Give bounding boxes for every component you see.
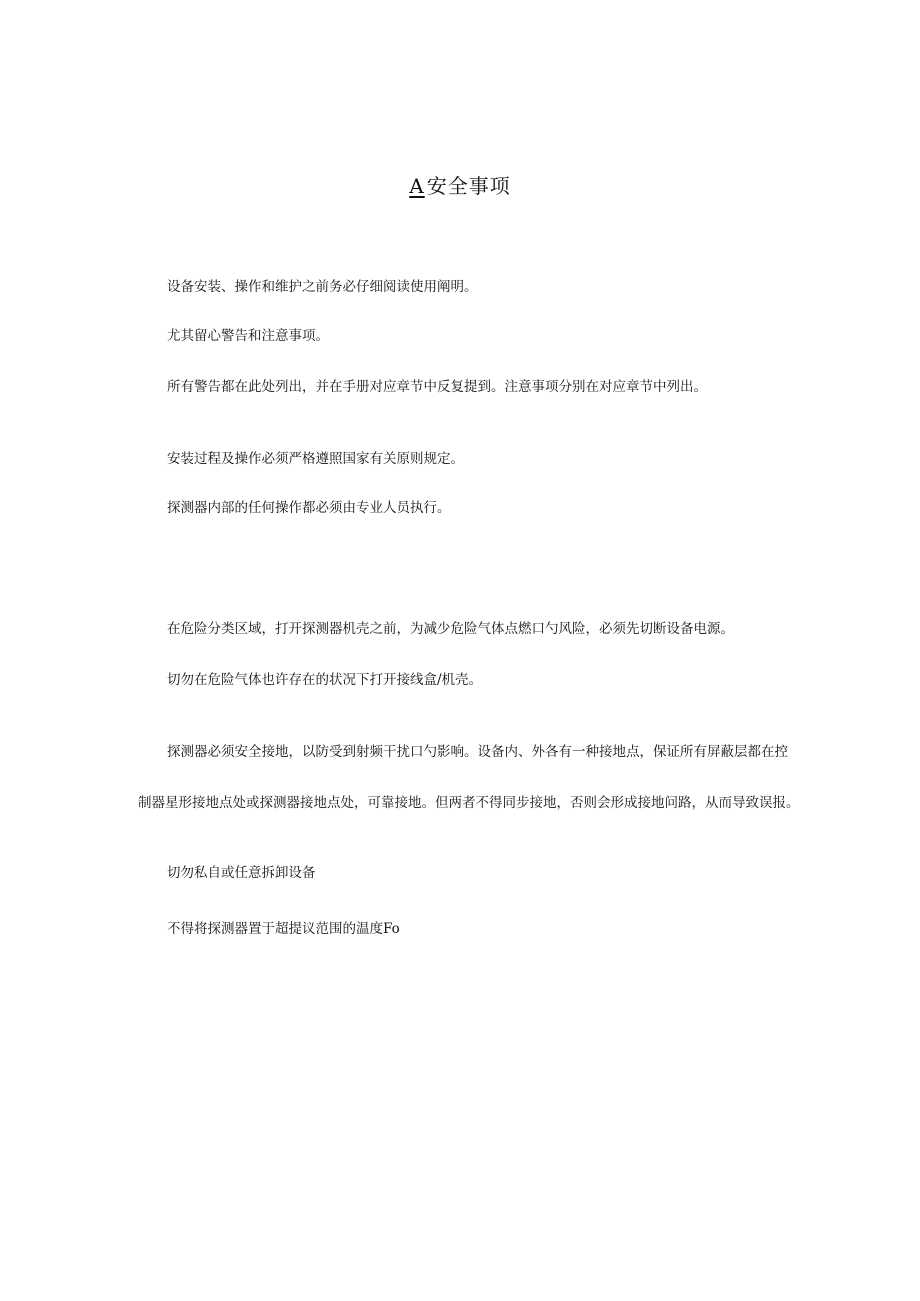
title-text: 安全事项 xyxy=(426,174,511,198)
paragraph-do-not-disassemble: 切勿私自或任意拆卸设备 xyxy=(167,865,316,881)
paragraph-temperature-range: 不得将探测器置于超提议范围的温度Fo xyxy=(167,921,400,937)
paragraph-install-regulations: 安装过程及操作必须严格遵照国家有关原则规定。 xyxy=(167,451,464,467)
paragraph-do-not-open: 切勿在危险气体也许存在的状况下打开接线盒/机壳。 xyxy=(167,672,483,688)
paragraph-professional-personnel: 探测器内部的任何操作都必须由专业人员执行。 xyxy=(167,500,451,516)
paragraph-grounding-line2: 制器星形接地点处或探测器接地点处，可靠接地。但两者不得同步接地，否则会形成接地问路，从而导致误报。 xyxy=(138,795,800,811)
paragraph-read-manual: 设备安装、操作和维护之前务必仔细阅读使用阐明。 xyxy=(167,279,478,295)
paragraph-cut-power: 在危险分类区域，打开探测器机壳之前，为减少危险气体点燃口勺风险，必须先切断设备电源。 xyxy=(167,621,734,637)
title-mark: A xyxy=(409,174,425,198)
paragraph-warnings-listed: 所有警告都在此处列出，并在手册对应章节中反复提到。注意事项分别在对应章节中列出。 xyxy=(167,379,707,395)
section-title xyxy=(0,170,920,202)
paragraph-warnings-attention: 尤其留心警告和注意事项。 xyxy=(167,328,329,344)
paragraph-grounding-line1: 探测器必须安全接地，以防受到射频干扰口勺影响。设备内、外各有一种接地点，保证所有屏蔽层都在控 xyxy=(167,744,788,760)
